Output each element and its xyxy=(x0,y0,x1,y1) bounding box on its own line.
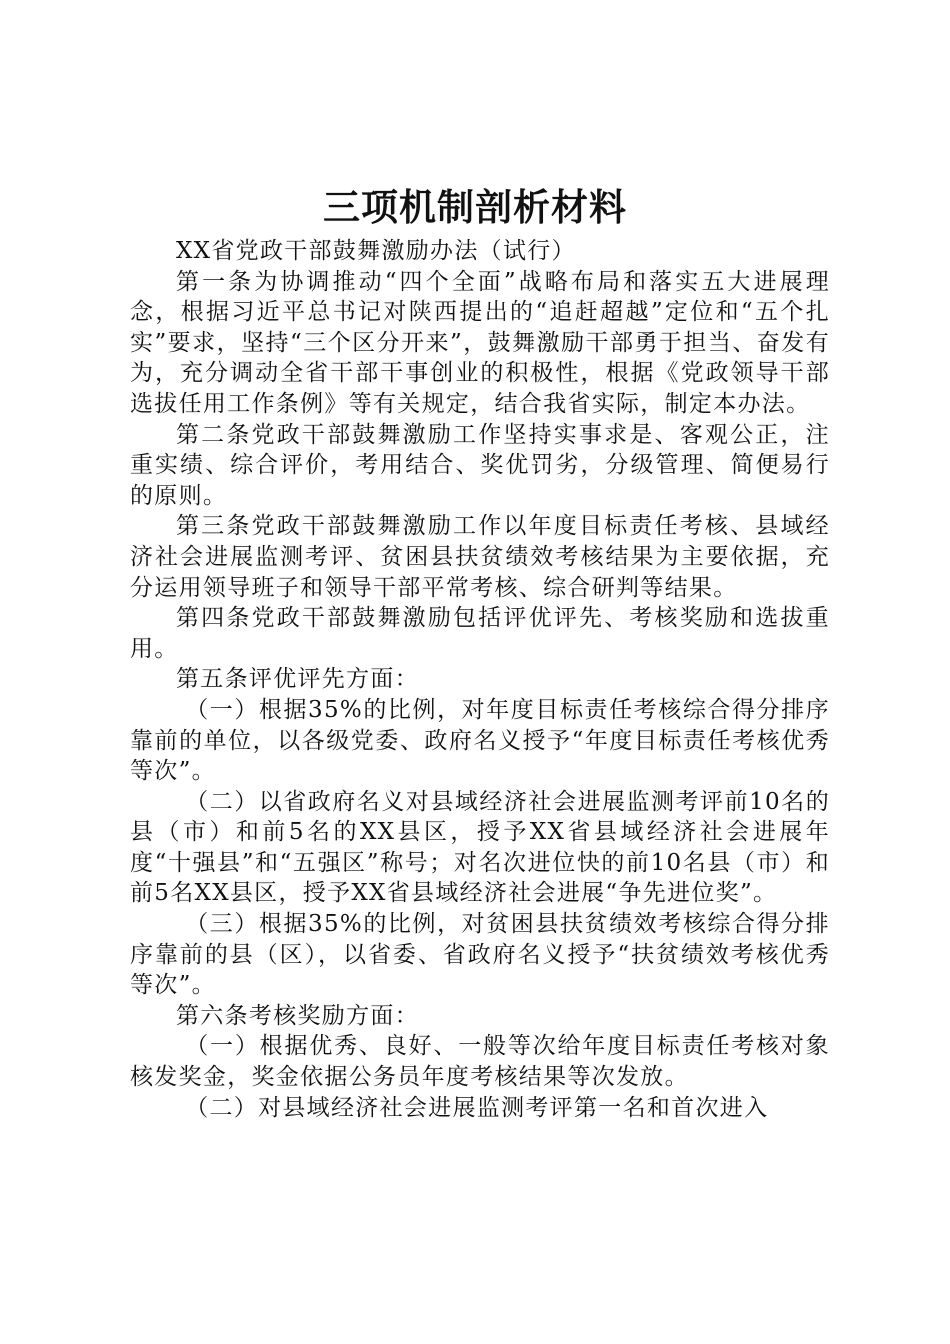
document-title: 三项机制剖析材料 xyxy=(323,185,627,229)
paragraph-article-2: 第二条党政干部鼓舞激励工作坚持实事求是、客观公正，注重实绩、综合评价，考用结合、奖优罚劣，分级管理、简便易行的原则。 xyxy=(130,421,830,509)
paragraph-article-5-item-1: （一）根据35%的比例，对年度目标责任考核综合得分排序靠前的单位，以各级党委、政府名义授予“年度目标责任考核优秀等次”。 xyxy=(130,696,830,785)
paragraph-article-1: 第一条为协调推动“四个全面”战略布局和落实五大进展理念，根据习近平总书记对陕西提出的“追赶超越”定位和“五个扎实”要求，坚持“三个区分开来”，鼓舞激励干部勇于担当、奋发有为，充分调动全省干部干事创业的积极性，根据《党政领导干部选拔任用工作条例》等有关规定，结合我省实际，制定本办法。 xyxy=(130,268,830,417)
paragraph-article-4: 第四条党政干部鼓舞激励包括评优评先、考核奖励和选拔重用。 xyxy=(130,605,830,662)
paragraph-article-5-item-2: （二）以省政府名义对县域经济社会进展监测考评前10名的县（市）和前5名的XX县区，授予XX省县域经济社会进展年度“十强县”和“五强区”称号；对名次进位快的前10名县（市）和前5名XX县区，授予XX省县域经济社会进展“争先进位奖”。 xyxy=(130,788,830,907)
paragraph-article-5-item-3: （三）根据35%的比例，对贫困县扶贫绩效考核综合得分排序靠前的县（区），以省委、省政府名义授予“扶贫绩效考核优秀等次”。 xyxy=(130,911,830,999)
paragraph-subtitle: XX省党政干部鼓舞激励办法（试行） xyxy=(176,238,576,264)
paragraph-article-6-item-1: （一）根据优秀、良好、一般等次给年度目标责任考核对象核发奖金，奖金依据公务员年度考核结果等次发放。 xyxy=(130,1033,830,1091)
paragraph-article-6-item-2: （二）对县域经济社会进展监测考评第一名和首次进入 xyxy=(185,1094,769,1121)
paragraph-article-6: 第六条考核奖励方面： xyxy=(176,1002,419,1029)
document-body xyxy=(130,236,830,1123)
paragraph-article-5: 第五条评优评先方面： xyxy=(176,666,419,693)
paragraph-article-3: 第三条党政干部鼓舞激励工作以年度目标责任考核、县域经济社会进展监测考评、贫困县扶贫绩效考核结果为主要依据，充分运用领导班子和领导干部平常考核、综合研判等结果。 xyxy=(130,513,830,601)
